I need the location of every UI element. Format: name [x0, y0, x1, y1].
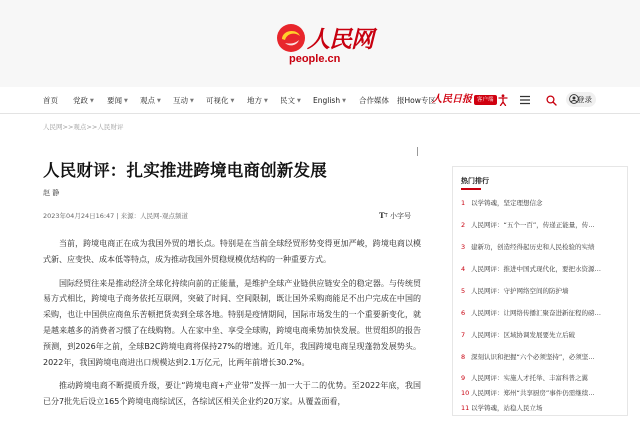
- font-size-toggle[interactable]: [379, 210, 411, 221]
- rank-number: 7: [461, 331, 466, 339]
- site-header: [0, 0, 640, 87]
- chevron-down-icon: ▼: [124, 98, 128, 104]
- nav-item-visual[interactable]: 可视化 ▼: [206, 87, 234, 114]
- app-logo[interactable]: 人民日报 客户端: [432, 93, 497, 107]
- article-paragraph: 国际经贸往来是推动经济全球化持续向前的正能量，是维护全球产业链供应链安全的稳定器。与传统贸易方式相比，跨境电子商务依托互联网，突破了时间、空间限制，既让国外采购商能足不出户完成在中国的采购，也让中国供应商鱼乐苦顿把货卖到全球各地。特别是疫情期间，国际市场发生的一个重要新变化，就是越来越多的消费者习惯了在线购物。人在家中坐、享受全球购，跨境电商乘势加快发展。世贸组织的报告预测，到2026年之前，全球B2C跨境电商将保持27%的增速。近几年，我国跨境电商呈现蓬勃发展势头。2022年，我国跨境电商进出口规模达到2.1万亿元，比两年前增长30.2%。: [43, 278, 421, 367]
- nav-item-news[interactable]: 要闻 ▼: [107, 87, 128, 114]
- text-size-small-glyph: T: [384, 213, 388, 219]
- rank-number: 1: [461, 199, 466, 207]
- rank-number: 3: [461, 243, 466, 251]
- hot-list-item[interactable]: 11 以学铸魂，站稳人民立场: [461, 404, 543, 412]
- hot-list-item[interactable]: 3 建新功，创造经得起历史和人民检验的实绩: [461, 243, 595, 251]
- breadcrumb-item-home[interactable]: 人民网: [43, 123, 63, 131]
- hot-list-item[interactable]: 7 人民网评：区域协调发展要先立后破: [461, 331, 575, 339]
- hot-list-item[interactable]: 10 人民网评：郑州“共享厨房”事件仍需继续…: [461, 389, 595, 397]
- logo-domain: people.cn: [289, 53, 341, 65]
- app-badge: 客户端: [474, 95, 497, 105]
- user-icon: [569, 94, 579, 104]
- font-size-label: 小字号: [389, 212, 411, 220]
- hot-ranking-panel: [452, 166, 628, 416]
- nav-item-partner-media[interactable]: 合作媒体: [359, 96, 389, 105]
- nav-item-opinion[interactable]: 观点 ▼: [140, 87, 161, 114]
- breadcrumb-item-finance[interactable]: 人民财评: [97, 123, 124, 131]
- rank-number: 4: [461, 265, 466, 273]
- breadcrumb-item-opinion[interactable]: 观点: [73, 123, 87, 131]
- logo-text: 人民网: [307, 26, 373, 53]
- rank-number: 8: [461, 353, 466, 361]
- chevron-down-icon: ▼: [264, 98, 268, 104]
- chevron-down-icon: ▼: [297, 98, 301, 104]
- article-title: 人民财评：扎实推进跨境电商创新发展: [43, 161, 327, 180]
- chevron-down-icon: ▼: [90, 98, 94, 104]
- nav-item-home[interactable]: 首页: [43, 96, 58, 105]
- article-author: 赵 静: [43, 189, 60, 197]
- search-icon[interactable]: [544, 93, 558, 107]
- chevron-down-icon: ▼: [230, 98, 235, 104]
- login-button[interactable]: 登录: [566, 92, 596, 107]
- divider: [417, 147, 418, 156]
- rank-number: 6: [461, 309, 466, 317]
- article-paragraph: 当前，跨境电商正在成为我国外贸的增长点。特别是在当前全球经贸形势变得更加严峻，跨境电商以模式新、应变快、成本低等特点，成为推动我国外贸稳规模优结构的一种重要方式。: [43, 239, 421, 264]
- menu-icon[interactable]: [518, 93, 532, 107]
- hot-ranking-heading: 热门排行: [461, 177, 489, 185]
- nav-item-report-zone[interactable]: 报How专区: [397, 96, 436, 105]
- heading-underline: [461, 188, 481, 190]
- hot-list-item[interactable]: 5 人民网评：守护网络空间的防护墙: [461, 287, 569, 295]
- breadcrumb-separator: >>: [62, 123, 74, 131]
- hot-list-item[interactable]: 6 人民网评：让网络传播汇聚奋进新征程的磅…: [461, 309, 601, 317]
- nav-item-party[interactable]: 党政 ▼: [73, 87, 94, 114]
- rank-number: 10: [461, 389, 470, 397]
- text-size-icon: T: [379, 210, 385, 220]
- hot-list-item[interactable]: 1 以学铸魂，坚定理想信念: [461, 199, 543, 207]
- hot-list-item[interactable]: 9 人民网评：实施人才托举、丰富科普之翼: [461, 374, 588, 382]
- rank-number: 5: [461, 287, 466, 295]
- breadcrumb-separator: >>: [86, 123, 98, 131]
- chevron-down-icon: ▼: [342, 98, 346, 104]
- rank-number: 2: [461, 221, 466, 229]
- rank-number: 9: [461, 374, 466, 382]
- hot-list-item[interactable]: 2 人民网评：“五个一百”，传递正能量，传…: [461, 221, 595, 229]
- accessibility-icon[interactable]: [496, 93, 510, 107]
- rank-number: 11: [461, 404, 470, 412]
- article-meta: 2023年04月24日16:47 | 来源：人民网-观点频道: [43, 212, 188, 220]
- article-body: [43, 236, 421, 418]
- chevron-down-icon: ▼: [157, 98, 161, 104]
- nav-item-english[interactable]: English ▼: [313, 87, 346, 114]
- logo-swirl-icon: [275, 22, 307, 54]
- nav-item-local[interactable]: 地方 ▼: [247, 87, 268, 114]
- site-logo[interactable]: [269, 20, 379, 68]
- nav-item-ethnic[interactable]: 民文 ▼: [280, 87, 301, 114]
- breadcrumb: [43, 122, 123, 131]
- hot-list-item[interactable]: 8 深刻认识和把握“六个必须坚持”，必须坚…: [461, 353, 595, 361]
- nav-item-interaction[interactable]: 互动 ▼: [173, 87, 194, 114]
- hot-list-item[interactable]: 4 人民网评：推进中国式现代化，要把水资源…: [461, 265, 601, 273]
- article-paragraph: 推动跨境电商不断提质升级，要让“跨境电商+产业带”发挥一加一大于二的优势。至2022年底，我国已分7批先后设立165个跨境电商综试区，各综试区相关企业约20万家。从覆盖面看，: [43, 381, 421, 407]
- chevron-down-icon: ▼: [190, 98, 194, 104]
